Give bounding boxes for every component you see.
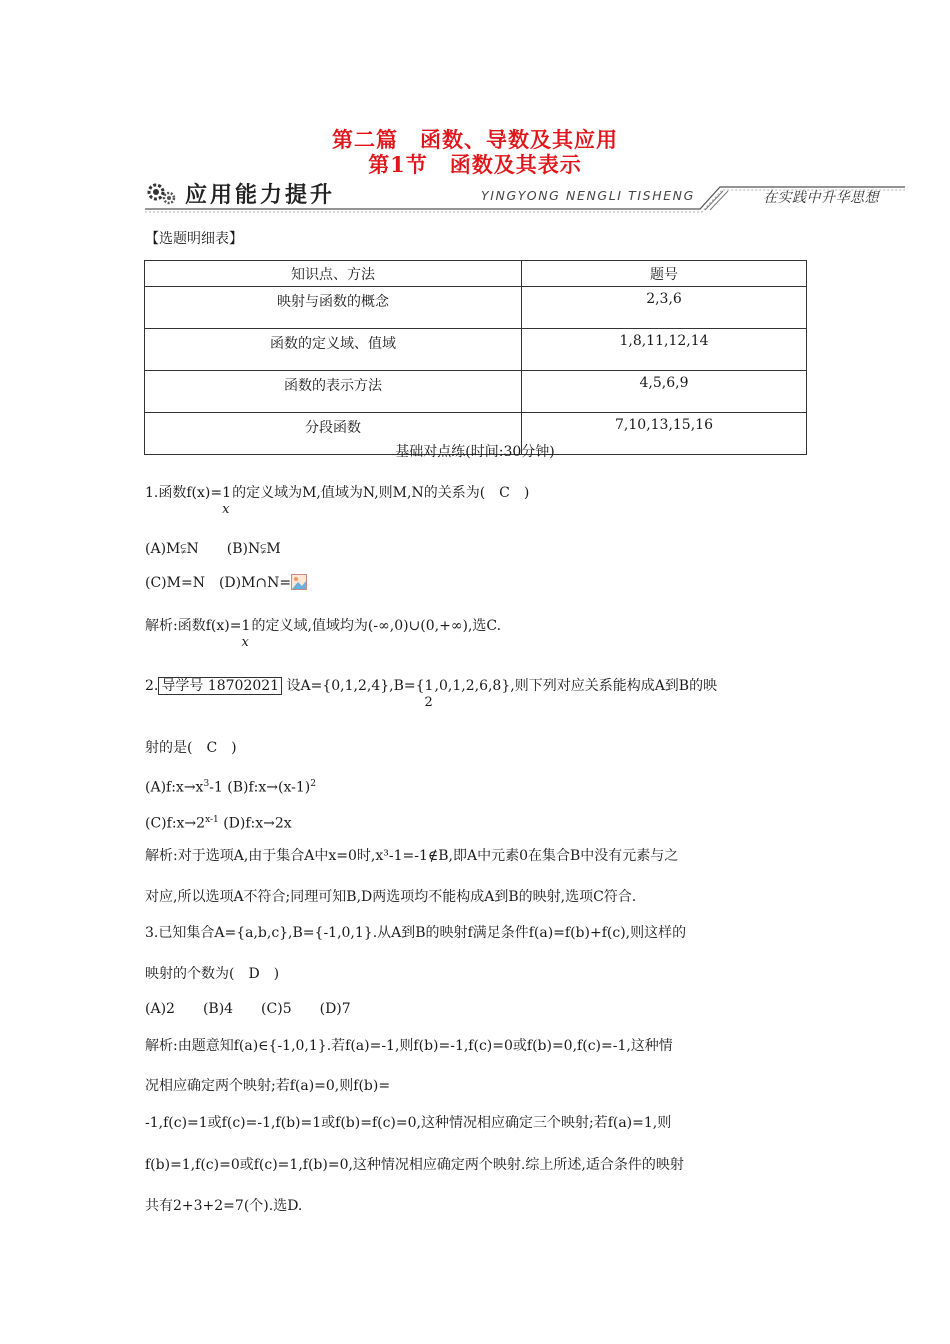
table-cell: 2,3,6 [522,287,807,329]
q2-options-1: $(A)f:x\to x^3-1$ $(B)f:x\to(x-1)^2$ [145,779,316,796]
fraction: 1 2 [424,678,434,710]
q2-stem: 2. 导学号 18702021 设A={0,1,2,4},B={1 2 ,0,1,2,6,8},则下列对应关系能构成A到B的映 [145,678,718,710]
gear-icon [145,178,177,208]
table-cell: 7,10,13,15,16 [522,413,807,455]
q1-options-2: (C)M=N (D)M∩N= [145,573,307,593]
q3-solution-2: 况相应确定两个映射;若f(a)=0,则f(b)= [145,1078,391,1094]
section-title: 第1节 函数及其表示 [368,152,582,177]
q1-stem: 1.函数f(x)=1 x 的定义域为M,值域为N,则M,N的关系为( C ) [145,485,530,517]
column-header: 题号 [522,261,807,287]
q3-options: (A)2 (B)4 (C)5 (D)7 [145,1001,351,1017]
q3-stem-cont: 映射的个数为( D ) [145,966,280,982]
guide-tag: 导学号 18702021 [158,677,282,695]
table-cell: 分段函数 [145,413,522,455]
column-header: 知识点、方法 [145,261,522,287]
table-cell: 4,5,6,9 [522,371,807,413]
table-row [145,371,807,413]
topic-table [144,260,807,455]
table-cell: 1,8,11,12,14 [522,329,807,371]
fraction: 1 x [222,485,232,517]
fraction: 1 x [241,618,251,650]
q2-stem-cont: 射的是( C ) [145,740,237,756]
q2-options-2: $(C)f:x\to 2^{x-1}$ (D)f:x→2x [145,815,292,832]
q2-solution-2: 对应,所以选项A不符合;同理可知B,D两选项均不能构成A到B的映射,选项C符合. [145,889,637,905]
chapter-title: 第二篇 函数、导数及其应用 [332,127,618,152]
q3-solution-4: f(b)=1,f(c)=0或f(c)=1,f(b)=0,这种情况相应确定两个映射.综上所述,适合条件的映射 [145,1157,684,1173]
banner-subtitle: YINGYONG NENGLI TISHENG [481,188,695,203]
table-cell: 映射与函数的概念 [145,287,522,329]
q3-stem: 3.已知集合A={a,b,c},B={-1,0,1}.从A到B的映射f满足条件f(a)=f(b)+f(c),则这样的 [145,925,687,941]
table-row [145,287,807,329]
banner [145,174,905,214]
q1-solution: 解析:函数f(x)=1 x 的定义域,值域均为(-∞,0)∪(0,+∞),选C. [145,618,502,650]
table-row [145,329,807,371]
banner-title: 应用能力提升 [185,183,336,208]
table-header-row [145,261,807,287]
banner-slogan: 在实践中升华思想 [763,190,879,206]
q3-solution-3: -1,f(c)=1或f(c)=-1,f(b)=1或f(b)=f(c)=0,这种情况相应确定三个映射;若f(a)=1,则 [145,1115,672,1131]
q1-options-1: (A)M⫋N (B)N⫋M [145,541,281,557]
table-cell: 函数的定义域、值域 [145,329,522,371]
q3-solution-1: 解析:由题意知f(a)∈{-1,0,1}.若f(a)=-1,则f(b)=-1,f(c)=0或f(b)=0,f(c)=-1,这种情 [145,1038,673,1054]
q2-solution-1: 解析:对于选项A,由于集合A中x=0时,x³-1=-1∉B,即A中元素0在集合B中没有元素与之 [145,848,679,864]
table-heading: 【选题明细表】 [145,231,243,247]
table-cell: 函数的表示方法 [145,371,522,413]
section-label: 基础对点练(时间:30分钟) [395,444,555,460]
q3-solution-5: 共有2+3+2=7(个).选D. [145,1198,303,1214]
broken-image-icon [291,574,307,590]
